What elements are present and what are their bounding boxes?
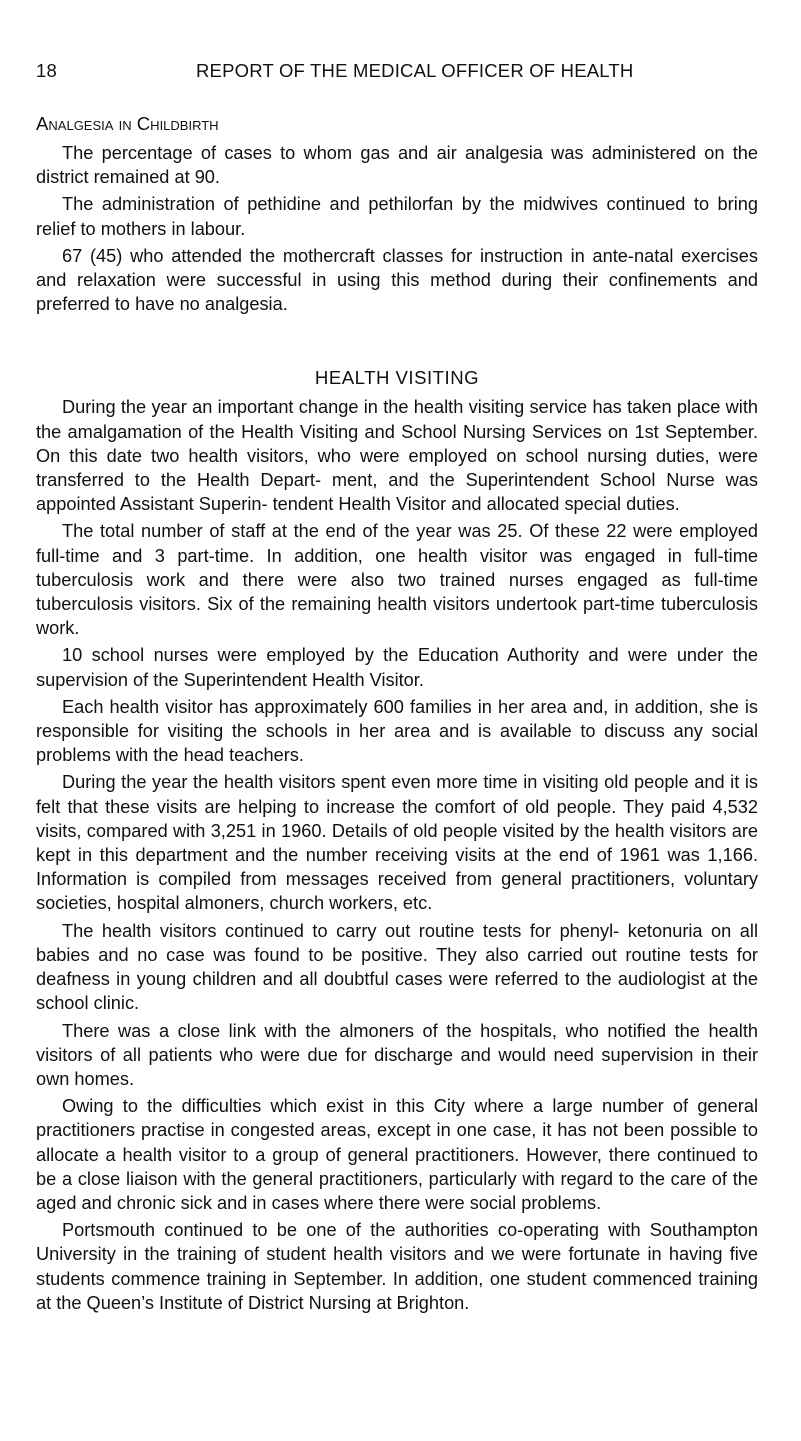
paragraph: Portsmouth continued to be one of the authorities co-operating with Southampton University in the training of student health visitors and we were fortunate in having five students commence training in September. In addition, one student commenced training at the Queen’s Institute of District Nursing at Brighton. [36,1220,758,1313]
paragraph: The total number of staff at the end of the year was 25. Of these 22 were employed full-time and 3 part-time. In addition, one health visitor was engaged in full-time tuberculosis work and there were also two trained nurses engaged as full-time tuberculosis visitors. Six of the remaining health visitors undertook part-time tuberculosis work. [36,521,758,639]
section-analgesia [36,111,758,316]
page-number: 18 [36,60,57,81]
paragraph: The percentage of cases to whom gas and air analgesia was administered on the district remained at 90. [36,143,758,188]
section-health-visiting [36,364,758,1315]
paragraph: The health visitors continued to carry out routine tests for phenyl- ketonuria on all babies and no case was found to be positive. They also carried out routine tests for deafness in young children and all doubtful cases were referred to the audiologist at the school clinic. [36,920,758,1014]
section-heading: Analgesia in Childbirth [36,113,219,134]
paragraph: During the year the health visitors spent even more time in visiting old people and it is felt that these visits are helping to increase the comfort of old people. They paid 4,532 visits, compared with 3,251 in 1960. Details of old people visited by the health visitors are kept in this department and the number receiving visits at the end of 1961 was 1,166. Information is compiled from messages received from general practitioners, voluntary societies, hospital almoners, church workers, etc. [36,772,758,914]
page-body [36,103,758,1315]
paragraph: Each health visitor has approximately 600 families in her area and, in addition, she is responsible for visiting the schools in her area and is available to discuss any social problems with the head teachers. [36,696,758,766]
paragraph: 10 school nurses were employed by the Education Authority and were under the supervision of the Superintendent Health Visitor. [36,645,758,690]
paragraph: The administration of pethidine and pethilorfan by the midwives continued to bring relief to mothers in labour. [36,194,758,239]
paragraph: There was a close link with the almoners of the hospitals, who notified the health visitors of all patients who were due for discharge and would need supervision in their own homes. [36,1020,758,1089]
page-header [36,60,761,90]
paragraph: Owing to the difficulties which exist in this City where a large number of general practitioners practise in congested areas, except in one case, it has not been possible to allocate a health visitor to a group of general practitioners. However, there continued to be a close liaison with the general practitioners, particularly with regard to the care of the aged and chronic sick and in cases where there were social problems. [36,1096,758,1213]
running-title: REPORT OF THE MEDICAL OFFICER OF HEALTH [196,60,634,81]
paragraph: During the year an important change in the health visiting service has taken place with the amalgamation of the Health Visiting and School Nursing Services on 1st September. On this date two health visitors, who were employed on school nursing duties, were transferred to the Health Depart- ment, and the Superintendent School Nurse was appointed Assistant Superin- tendent Health Visitor and allocated special duties. [36,397,758,515]
section-heading: HEALTH VISITING [314,367,480,389]
paragraph: 67 (45) who attended the mothercraft classes for instruction in ante-natal exercises and relaxation were successful in using this method during their confinements and preferred to have no analgesia. [36,245,758,315]
